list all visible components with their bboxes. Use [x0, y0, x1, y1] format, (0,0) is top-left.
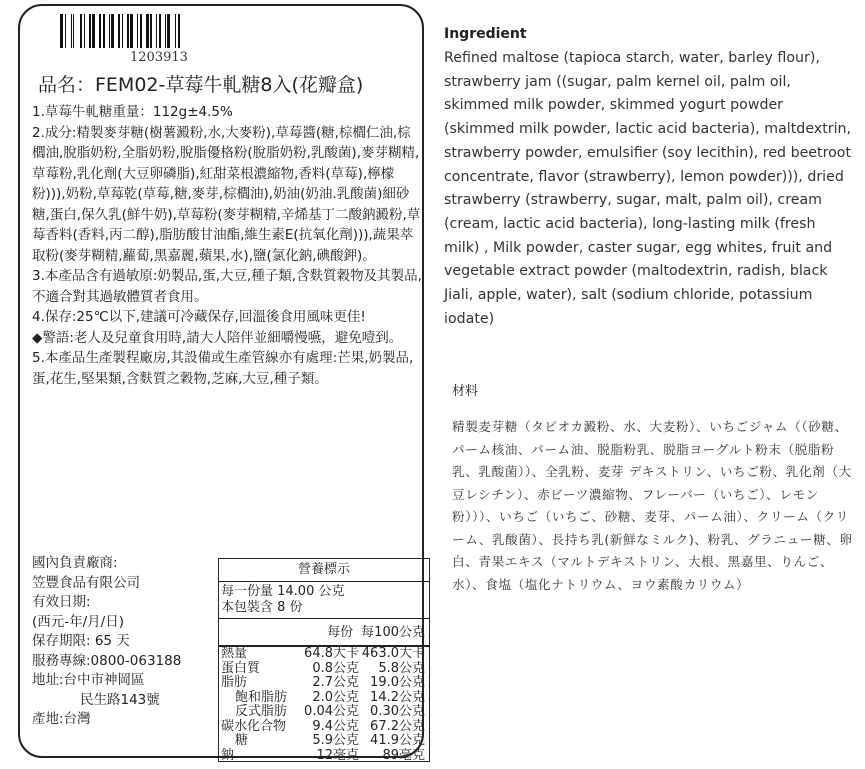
barcode-bar: [116, 14, 117, 48]
nutrient-name: 碳水化合物: [221, 718, 287, 734]
product-label: [18, 4, 425, 763]
barcode-bar: [65, 14, 66, 48]
barcode-bar: [146, 14, 149, 48]
nutrition-row: [219, 647, 429, 662]
nutrition-row: [219, 691, 429, 706]
barcode-bar: [135, 14, 136, 48]
barcode-bar: [127, 14, 129, 48]
english-ingredients: Refined maltose (tapioca starch, water, barley flour), strawberry jam ((sugar, palm kernel oil, palm oil, skimmed milk powder, skimmed yogurt powder (skimmed milk powder, lactic acid bacteria), maltdextrin, strawberry powder, emulsifier (soy lecithin), red beetroot concentrate, flavor (strawberry), lemon powder))), dried strawberry (strawberry, sugar, malt, palm oil), cream (cream, lactic acid bacteria), long-lasting milk (fresh milk) , Milk powder, caster sugar, egg whites, fruit and vegetable extract powder (maltodextrin, radish, black Jiali, apple, water), salt (sodium chloride, potassium iodate): [444, 50, 852, 327]
nutrient-per-100g: 0.30公克: [370, 704, 425, 719]
nutrient-per-serving: 0.04公克: [304, 704, 359, 719]
nutrient-per-serving: 0.8公克: [312, 660, 359, 676]
barcode-bar: [165, 14, 166, 48]
info-line: 民生路143號: [80, 691, 160, 708]
product-name: 品名：FEM02-草莓牛軋糖8入(花瓣盒): [38, 74, 364, 96]
barcode-bar: [97, 14, 98, 48]
storage-paragraph: 4.保存:25℃以下,建議可冷藏保存,回溫後食用風味更佳!: [32, 309, 366, 325]
barcode-bar: [84, 14, 85, 48]
info-line: 產地:台灣: [32, 711, 91, 727]
barcode-bar: [124, 14, 125, 48]
barcode-bar: [156, 14, 157, 48]
barcode-bar: [159, 14, 161, 48]
barcode-bar: [109, 14, 110, 48]
nutrient-per-100g: 5.8公克: [378, 660, 425, 676]
nutrient-name: 飽和脂肪: [235, 689, 288, 705]
japanese-heading: 材料: [452, 384, 479, 399]
barcode-bar: [67, 14, 69, 48]
nutrient-per-100g: 41.9公克: [370, 733, 425, 748]
nutrient-per-100g: 14.2公克: [370, 689, 425, 705]
barcode-bar: [150, 14, 152, 48]
nutrient-per-serving: 2.7公克: [312, 675, 359, 690]
nutrition-row: [219, 720, 429, 735]
barcode-bar: [71, 14, 72, 48]
nutrition-row: [219, 662, 429, 677]
info-line: 保存期限: 65 天: [32, 633, 130, 649]
barcode-bar: [86, 14, 87, 48]
nutrient-name: 糖: [235, 733, 249, 748]
barcode-bar: [178, 14, 180, 48]
barcode-bar: [92, 14, 95, 48]
nutrient-name: 熱量: [221, 646, 248, 661]
barcode-bar: [76, 14, 79, 48]
nutrient-per-100g: 67.2公克: [370, 718, 425, 734]
barcode-bar: [137, 14, 138, 48]
barcode-bar: [167, 14, 170, 48]
col-per-serving: 每份: [327, 625, 354, 640]
info-line: (西元-年/月/日): [32, 613, 125, 630]
nutrient-name: 鈉: [221, 747, 235, 763]
barcode-bar: [143, 14, 144, 48]
nutrient-per-serving: 9.4公克: [312, 718, 359, 734]
nutrient-name: 反式脂肪: [235, 704, 288, 719]
barcode-bar: [111, 14, 114, 48]
barcode-bar: [89, 14, 91, 48]
nutrient-per-100g: 89毫克: [382, 747, 425, 763]
warning-paragraph: ◆警語:老人及兒童食用時,請大人陪伴並細嚼慢嚥，避免噎到。: [32, 329, 403, 346]
barcode-bar: [106, 14, 107, 48]
barcode-bar: [80, 14, 82, 48]
nutrient-per-serving: 5.9公克: [312, 733, 359, 748]
japanese-ingredients: 精製麦芽糖（タピオカ澱粉、水、大麦粉）、いちごジャム（（砂糖、パーム核油、パーム油、脱脂粉乳、脱脂ヨーグルト粉末（脱脂粉乳、乳酸菌））、全乳粉、麦芽 デキストリン、いちご粉、乳化剤（大豆レシチン）、赤ビーツ濃縮物、フレーバー（いちご）、レモン粉）））、いちご（いちご、砂糖、麦芽、パーム油）、クリーム（クリーム、乳酸菌）、長持ち乳(新鮮なミルク)、粉乳、グラニュー糖、卵白、青果エキス（マルトデキストリン、大根、黑嘉里、りんご、水）、食塩（塩化ナトリウム、ヨウ素酸カリウム）: [452, 419, 853, 592]
barcode: [60, 14, 240, 48]
nutrition-row: [219, 734, 429, 749]
barcode-number: 1203913: [130, 50, 188, 65]
servings-per-pack: 本包裝含 8 份: [221, 600, 303, 615]
barcode-bar: [172, 14, 174, 48]
barcode-bar: [162, 14, 163, 48]
nutrient-per-100g: 19.0公克: [370, 675, 425, 690]
info-line: 服務專線:0800-063188: [32, 652, 182, 669]
english-heading: Ingredient: [444, 26, 527, 42]
serving-size: 每一份量 14.00 公克: [221, 584, 345, 599]
info-line: 有效日期:: [32, 594, 91, 610]
barcode-bar: [175, 14, 176, 48]
barcode-bar: [118, 14, 120, 48]
col-per-100g: 每100公克: [361, 625, 425, 640]
ingredients-paragraph: 2.成分:精製麥芽糖(樹薯澱粉,水,大麥粉),草莓醬(糖,棕櫚仁油,棕櫚油,脫脂奶粉,全脂奶粉,脫脂優格粉(脫脂奶粉,乳酸菌),麥芽糊精,草莓粉,乳化劑(大豆卵磷脂),紅甜菜根濃縮物,香料(草莓),檸檬粉))),奶粉,草莓乾(草莓,糖,麥芽,棕櫚油),奶油(奶油.乳酸菌)細砂糖,蛋白,保久乳(鮮牛奶),草莓粉(麥芽糊精,辛烯基丁二酸鈉澱粉,草莓香料(香料,丙二醇),脂肪酸甘油酯,維生素E(抗氧化劑))),蔬果萃取粉(麥芽糊精,蘿蔔,黑嘉麗,蘋果,水),鹽(氯化鈉,碘酸鉀)。: [32, 124, 421, 264]
nutrition-row: [219, 676, 429, 691]
barcode-bar: [103, 14, 105, 48]
barcode-bar: [154, 14, 155, 48]
facility-paragraph: 5.本產品生產製程廠房,其設備或生產管線亦有處理:芒果,奶製品,蛋,花生,堅果類,含麩質之穀物,芝麻,大豆,種子類。: [32, 350, 414, 387]
nutrient-name: 脂肪: [221, 675, 248, 690]
nutrition-table: [218, 558, 430, 762]
info-line: 地址:台中市神岡區: [32, 672, 145, 688]
barcode-bar: [122, 14, 123, 48]
nutrient-per-serving: 12毫克: [316, 747, 359, 763]
allergen-paragraph: 3.本產品含有過敏原:奶製品,蛋,大豆,種子類,含麩質穀物及其製品,不適合對其過敏體質者食用。: [32, 268, 422, 305]
barcode-bar: [130, 14, 133, 48]
barcode-bar: [73, 14, 74, 48]
nutrient-per-serving: 2.0公克: [312, 689, 359, 705]
main-ingredients-text: [32, 102, 424, 389]
nutrition-title: 營養標示: [219, 559, 429, 582]
barcode-bar: [140, 14, 142, 48]
barcode-bar: [60, 14, 63, 48]
nutrition-row: [219, 749, 429, 764]
nutrition-column-headers: [219, 619, 429, 647]
nutrient-per-100g: 463.0大卡: [361, 646, 425, 661]
barcode-bar: [99, 14, 101, 48]
info-line: 國內負責廠商:: [32, 555, 118, 571]
serving-info: [219, 582, 429, 619]
nutrition-rows: [219, 647, 429, 763]
nutrition-row: [219, 705, 429, 720]
manufacturer-info: [32, 554, 181, 730]
net-weight-line: 1.草莓牛軋糖重量：112g±4.5%: [32, 104, 233, 120]
nutrient-name: 蛋白質: [221, 660, 261, 676]
nutrient-per-serving: 64.8大卡: [304, 646, 359, 661]
info-line: 笠豐食品有限公司: [32, 574, 140, 591]
